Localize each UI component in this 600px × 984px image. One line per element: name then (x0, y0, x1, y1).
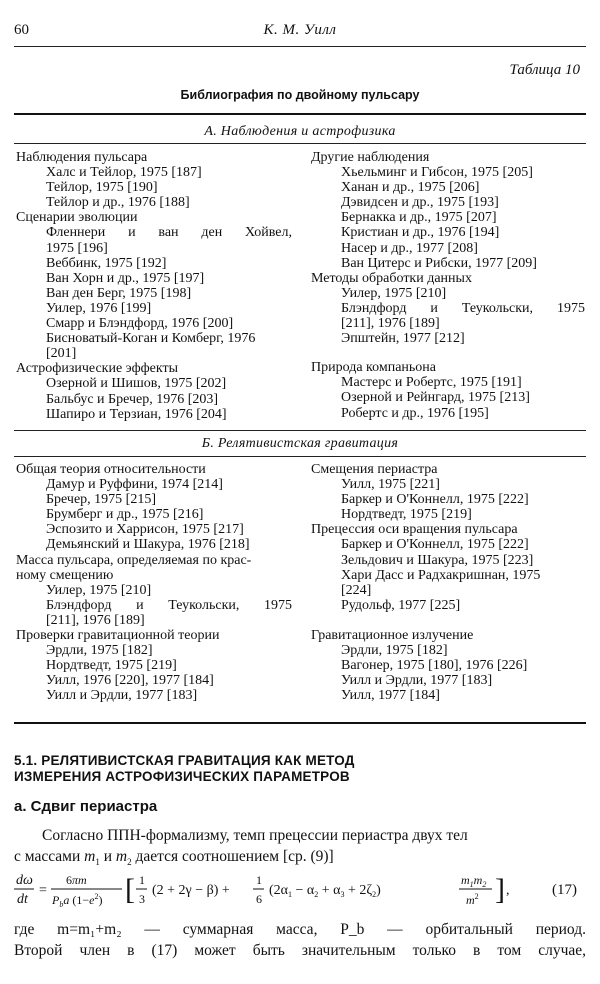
bib-entry: Вагонер, 1975 [180], 1976 [226] (341, 658, 528, 674)
section-b-right-column (311, 462, 585, 703)
svg-text:3: 3 (139, 892, 145, 906)
bib-entry: Мастерс и Робертс, 1975 [191] (341, 375, 522, 391)
section-heading-line-2: ИЗМЕРЕНИЯ АСТРОФИЗИЧЕСКИХ ПАРАМЕТРОВ (14, 769, 350, 784)
bib-group (311, 360, 585, 420)
table-top-rule (14, 113, 586, 115)
bib-group-title: Проверки гравитационной теории (16, 628, 220, 644)
table-number: Таблица 10 (509, 62, 580, 78)
svg-text:[: [ (125, 873, 135, 906)
bib-entry: Баркер и О'Коннелл, 1975 [222] (341, 492, 529, 508)
bib-group-title: Сценарии эволюции (16, 210, 138, 226)
bib-group-title: Масса пульсара, определяемая по крас- (16, 552, 252, 568)
bib-entry: Ван Хорн и др., 1975 [197] (46, 270, 205, 286)
bib-group-title: Общая теория относительности (16, 462, 206, 477)
bib-entry: Ван Цитерс и Рибски, 1977 [209] (341, 255, 537, 271)
table-section-b: Б. Релятивистская гравитация (201, 436, 399, 451)
section-heading (14, 753, 355, 785)
bib-group (311, 150, 585, 271)
bib-entry: Уилер, 1975 [210] (341, 285, 447, 301)
bib-entry: Насер и др., 1977 [208] (341, 240, 478, 256)
table-title: Библиография по двойному пульсару (180, 88, 420, 102)
bib-entry: Блэндфорд и Теукольски, 1975 (341, 300, 585, 316)
bib-entry: Уилер, 1976 [199] (46, 300, 152, 316)
bib-group (311, 522, 585, 613)
section-b-top-rule (14, 430, 586, 431)
bib-group (16, 462, 292, 553)
paragraph-1-line-1: Согласно ППН-формализму, темп прецессии периастра двух тел (42, 827, 468, 844)
equation-17 (14, 865, 586, 915)
bib-entry: Ханан и др., 1975 [206] (341, 180, 480, 196)
bib-entry: [201] (46, 346, 77, 362)
table-bottom-rule (14, 722, 586, 724)
bib-group (16, 628, 292, 703)
bib-entry: Уилл и Эрдли, 1977 [183] (46, 688, 198, 704)
bib-entry: Тейлор и др., 1976 [188] (46, 195, 190, 211)
bib-entry: Бречер, 1975 [215] (46, 492, 156, 508)
bib-group-title-cont: ному смещению (16, 567, 114, 583)
svg-text:(2 + 2γ − β) +: (2 + 2γ − β) + (152, 883, 230, 898)
bib-group (311, 271, 585, 346)
bib-entry: [211], 1976 [189] (46, 612, 145, 628)
header-rule (14, 46, 586, 47)
bib-group-title: Наблюдения пульсара (16, 150, 148, 165)
paragraph-2 (14, 919, 586, 961)
bib-entry: Эрдли, 1975 [182] (341, 643, 448, 659)
bib-group (311, 628, 585, 703)
section-a-right-column (311, 150, 585, 421)
svg-text:1: 1 (139, 873, 145, 887)
bib-entry: Робертс и др., 1976 [195] (341, 405, 489, 421)
bib-entry: Тейлор, 1975 [190] (46, 180, 158, 196)
svg-text:,: , (506, 883, 510, 898)
bib-entry: Уилл и Эрдли, 1977 [183] (341, 673, 493, 689)
running-header (14, 22, 586, 44)
svg-text:]: ] (495, 873, 505, 906)
svg-text:=: = (39, 883, 47, 898)
table-section-a: А. Наблюдения и астрофизика (204, 124, 396, 139)
bib-entry: Уилер, 1975 [210] (46, 582, 152, 598)
section-a-left-column (16, 150, 292, 422)
bib-entry: Баркер и О'Коннелл, 1975 [222] (341, 537, 529, 553)
paragraph-2-line-2: Второй член в (17) может быть значительным только в том случае, (14, 942, 586, 959)
bib-entry: Веббинк, 1975 [192] (46, 255, 167, 271)
bib-entry: Блэндфорд и Теукольски, 1975 (46, 597, 292, 613)
svg-text:6πm: 6πm (66, 873, 87, 887)
svg-text:m2: $m^2$ (466, 892, 479, 907)
subsection-heading: а. Сдвиг периастра (14, 798, 158, 815)
bib-entry: [224] (341, 582, 372, 598)
bib-entry: Бальбус и Бречер, 1976 [203] (46, 391, 219, 407)
svg-text:m1m2: $m_1m_2$ (461, 873, 487, 889)
equation-number: (17) (552, 882, 577, 898)
page-number: 60 (14, 22, 29, 38)
bib-entry: Эрдли, 1975 [182] (46, 643, 153, 659)
bib-group-title: Астрофизические эффекты (16, 361, 179, 377)
bib-entry: Бернакка и др., 1975 [207] (341, 210, 497, 226)
bib-entry: Зельдович и Шакура, 1975 [223] (341, 552, 534, 568)
paragraph-1-line-2: с массами $m_1$ и $m_2$ дается соотношением [ср. (9)] (14, 848, 334, 868)
bib-entry: Хьельминг и Гибсон, 1975 [205] (341, 165, 533, 181)
bib-entry: Нордтведт, 1975 [219] (341, 507, 472, 523)
bib-entry: [211], 1976 [189] (341, 316, 440, 332)
bib-group (311, 462, 585, 522)
paragraph-2-line-1: где m=m₁+m₂ — суммарная масса, P_b — орбитальный период. (14, 921, 586, 938)
bib-entry: Брумберг и др., 1975 [216] (46, 507, 204, 523)
section-b-rule (14, 456, 586, 457)
bib-group (16, 150, 292, 210)
bib-entry: 1975 [196] (46, 240, 108, 256)
bib-group (16, 553, 292, 628)
bib-entry: Дамур и Руффини, 1974 [214] (46, 477, 223, 493)
para1-text-b: и (99, 848, 116, 865)
bib-group-title: Смещения периастра (311, 462, 438, 477)
bib-entry: Демьянский и Шакура, 1976 [218] (46, 537, 250, 553)
bib-entry: Кристиан и др., 1976 [194] (341, 225, 500, 241)
bib-entry: Смарр и Блэндфорд, 1976 [200] (46, 316, 234, 332)
bib-entry: Озерной и Рейнгард, 1975 [213] (341, 390, 530, 406)
bib-entry: Ван ден Берг, 1975 [198] (46, 285, 192, 301)
bib-entry: Рудольф, 1977 [225] (341, 597, 461, 613)
bib-group-title: Другие наблюдения (311, 150, 430, 165)
bib-entry: Фленнери и ван ден Хойвел, (46, 225, 292, 241)
bib-entry: Нордтведт, 1975 [219] (46, 658, 177, 674)
bib-entry: Шапиро и Терзиан, 1976 [204] (46, 406, 227, 422)
svg-text:dω: dω (16, 873, 33, 888)
bib-group (16, 210, 292, 361)
svg-text:(2α1 − α2 + α3 + 2ζ2): $(2\alpha_1 - \alpha_2 + \alpha_3 + 2\zeta_2)$ (269, 883, 381, 899)
bib-entry: Эспозито и Харрисон, 1975 [217] (46, 522, 244, 538)
svg-text:1: 1 (256, 873, 262, 887)
bib-entry: Дэвидсен и др., 1975 [193] (341, 195, 499, 211)
para1-text-c: дается соотношением [ср. (9)] (131, 848, 334, 865)
bib-entry: Эпштейн, 1977 [212] (341, 331, 465, 347)
bib-group-title: Прецессия оси вращения пульсара (311, 522, 518, 538)
section-b-left-column (16, 462, 292, 704)
section-a-rule (14, 143, 586, 144)
svg-text:Pba (1−e2): $P_ba$ $(1-e^2)$ (52, 892, 103, 909)
bib-entry: Озерной и Шишов, 1975 [202] (46, 376, 227, 392)
bib-group-title: Гравитационное излучение (311, 627, 474, 643)
bib-group-title: Методы обработки данных (311, 270, 472, 286)
bib-entry: Бисноватый-Коган и Комберг, 1976 (46, 331, 256, 347)
bib-entry: Халс и Тейлор, 1975 [187] (46, 165, 202, 181)
svg-text:dt: dt (17, 892, 28, 907)
svg-text:6: 6 (256, 892, 262, 906)
para1-text-a: с массами (14, 848, 85, 865)
bib-entry: Уилл, 1975 [221] (341, 477, 440, 493)
bib-group-title: Природа компаньона (311, 360, 437, 376)
section-heading-line-1: 5.1. РЕЛЯТИВИСТСКАЯ ГРАВИТАЦИЯ КАК МЕТОД (14, 753, 355, 768)
bib-entry: Хари Дасс и Радхакришнан, 1975 (341, 567, 541, 583)
bib-group (16, 361, 292, 421)
running-author: К. М. Уилл (263, 22, 337, 38)
bib-entry: Уилл, 1976 [220], 1977 [184] (46, 673, 214, 689)
bib-entry: Уилл, 1977 [184] (341, 688, 440, 704)
